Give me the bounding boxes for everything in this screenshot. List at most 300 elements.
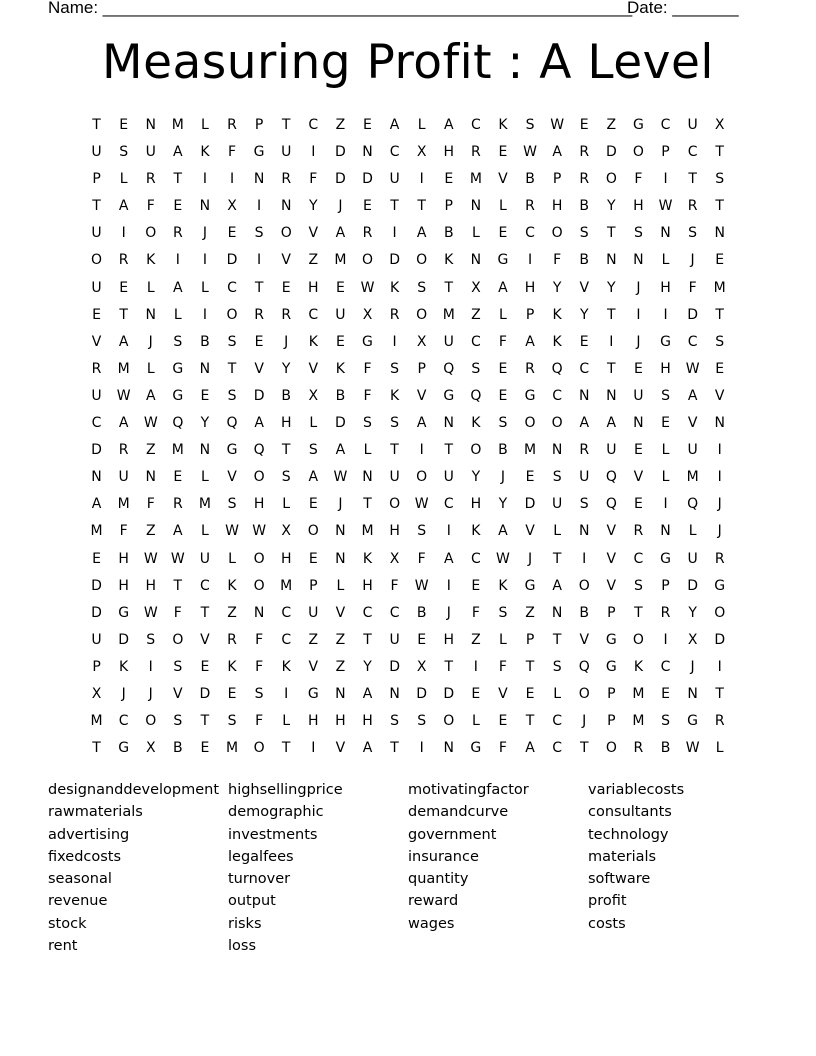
grid-letter: L <box>363 442 372 459</box>
grid-letter: A <box>254 415 264 432</box>
grid-letter: I <box>121 225 126 242</box>
grid-row <box>83 356 733 383</box>
grid-letter: V <box>525 523 535 540</box>
grid-letter: P <box>254 117 264 133</box>
grid-letter: M <box>171 442 184 459</box>
grid-letter: V <box>173 685 183 702</box>
grid-letter: V <box>714 387 725 404</box>
grid-letter: T <box>363 631 372 648</box>
grid-letter: A <box>335 225 346 242</box>
grid-letter: Z <box>145 523 156 540</box>
grid-letter: L <box>553 523 562 540</box>
grid-letter: E <box>471 685 481 702</box>
grid-letter: A <box>118 198 129 215</box>
grid-letter: E <box>715 252 725 269</box>
grid-letter: G <box>524 577 536 594</box>
grid-letter: Y <box>200 415 210 432</box>
grid-letter: I <box>202 171 207 188</box>
grid-letter: N <box>145 117 156 133</box>
grid-letter: S <box>661 713 670 730</box>
grid-letter: T <box>417 198 426 215</box>
grid-letter: R <box>254 306 264 323</box>
grid-letter: M <box>361 523 374 540</box>
grid-letter: N <box>199 198 211 215</box>
grid-letter: G <box>632 117 644 133</box>
grid-letter: U <box>552 496 563 513</box>
grid-letter: W <box>685 360 700 377</box>
grid-letter: P <box>661 144 670 161</box>
grid-letter: O <box>253 469 265 486</box>
grid-letter: A <box>498 523 508 540</box>
grid-letter: T <box>579 740 589 757</box>
grid-letter: A <box>443 117 454 133</box>
grid-letter: U <box>389 631 400 648</box>
grid-letter: Y <box>607 279 616 296</box>
grid-letter: Z <box>335 117 346 133</box>
grid-row <box>83 708 733 735</box>
grid-letter: O <box>145 225 157 242</box>
grid-letter: J <box>500 469 506 486</box>
grid-letter: V <box>335 740 346 757</box>
word-bank <box>48 779 768 957</box>
grid-letter: B <box>660 740 671 757</box>
grid-letter: R <box>227 631 237 648</box>
grid-letter: I <box>663 171 668 188</box>
grid-letter: D <box>687 577 698 594</box>
grid-letter: S <box>308 442 318 459</box>
grid-letter: S <box>227 333 237 350</box>
grid-letter: S <box>119 144 129 161</box>
grid-letter: A <box>335 442 346 459</box>
letter-grid <box>83 112 733 762</box>
grid-letter: S <box>579 496 589 513</box>
grid-letter: H <box>145 577 156 594</box>
grid-letter: G <box>714 577 726 594</box>
grid-letter: H <box>308 713 319 730</box>
grid-letter: M <box>632 713 645 730</box>
grid-letter: K <box>281 658 291 675</box>
grid-letter: P <box>444 198 453 215</box>
word-list-item: risks <box>228 915 262 932</box>
grid-row <box>83 518 733 545</box>
grid-letter: T <box>390 198 399 215</box>
grid-letter: C <box>308 117 319 133</box>
grid-letter: P <box>552 171 562 188</box>
grid-letter: E <box>661 415 670 432</box>
grid-letter: N <box>660 523 671 540</box>
grid-letter: L <box>471 713 480 730</box>
grid-letter: O <box>714 604 726 621</box>
grid-letter: N <box>362 144 373 161</box>
grid-letter: I <box>582 550 587 567</box>
grid-letter: T <box>607 306 616 323</box>
grid-letter: Y <box>471 469 481 486</box>
grid-letter: V <box>687 415 698 432</box>
grid-letter: H <box>660 279 671 296</box>
grid-letter: L <box>201 469 209 486</box>
word-column <box>588 779 768 957</box>
word-list-item: consultants <box>588 804 672 821</box>
word-list-item: motivatingfactor <box>408 782 529 798</box>
grid-letter: H <box>335 713 346 730</box>
word-list-item: demandcurve <box>408 804 509 821</box>
grid-letter: R <box>145 171 156 188</box>
grid-letter: W <box>414 577 429 594</box>
grid-letter: A <box>118 333 129 350</box>
grid-letter: O <box>361 252 373 269</box>
grid-letter: O <box>280 225 292 242</box>
grid-letter: N <box>280 198 292 215</box>
grid-letter: C <box>281 604 292 621</box>
grid-letter: O <box>253 740 265 757</box>
grid-letter: N <box>91 469 102 486</box>
grid-letter: L <box>173 306 182 323</box>
grid-letter: E <box>92 306 101 323</box>
grid-letter: B <box>579 604 590 621</box>
grid-letter: L <box>201 279 209 296</box>
grid-letter: B <box>525 171 535 188</box>
grid-letter: J <box>690 658 695 675</box>
grid-letter: S <box>254 685 264 702</box>
grid-row <box>83 735 733 762</box>
grid-letter: E <box>633 360 643 377</box>
grid-letter: D <box>605 144 617 161</box>
grid-letter: N <box>606 387 617 404</box>
grid-letter: U <box>91 387 102 404</box>
grid-letter: N <box>253 171 265 188</box>
grid-letter: T <box>525 658 535 675</box>
grid-letter: F <box>498 740 507 757</box>
grid-letter: S <box>227 387 237 404</box>
grid-letter: S <box>390 713 400 730</box>
grid-letter: B <box>579 252 590 269</box>
grid-letter: H <box>308 279 319 296</box>
grid-letter: O <box>470 442 482 459</box>
grid-letter: E <box>525 469 535 486</box>
word-list-item: fixedcosts <box>48 848 122 865</box>
grid-letter: S <box>227 496 237 513</box>
grid-letter: N <box>470 198 482 215</box>
grid-letter: K <box>389 279 400 296</box>
grid-letter: F <box>553 252 562 269</box>
grid-letter: Y <box>309 198 318 215</box>
grid-letter: M <box>686 469 699 486</box>
grid-letter: E <box>308 550 318 567</box>
grid-letter: A <box>498 279 508 296</box>
grid-letter: E <box>173 469 183 486</box>
grid-letter: C <box>91 415 102 432</box>
word-list-item: loss <box>228 938 257 955</box>
grid-letter: V <box>308 225 319 242</box>
grid-letter: F <box>255 631 264 648</box>
grid-letter: U <box>91 144 102 161</box>
word-list-item: revenue <box>48 893 108 910</box>
grid-letter: C <box>470 117 481 133</box>
grid-letter: B <box>173 740 183 757</box>
grid-letter: R <box>714 550 725 567</box>
grid-letter: T <box>281 442 291 459</box>
grid-letter: T <box>444 658 454 675</box>
grid-row <box>83 166 733 193</box>
grid-letter: N <box>551 604 563 621</box>
grid-letter: P <box>92 658 101 675</box>
grid-letter: B <box>498 442 508 459</box>
grid-letter: D <box>389 252 400 269</box>
grid-letter: D <box>253 387 265 404</box>
word-list-item: reward <box>408 893 459 910</box>
grid-letter: V <box>498 171 508 188</box>
word-list-item: output <box>228 893 276 910</box>
grid-letter: N <box>389 685 400 702</box>
grid-letter: E <box>119 117 129 133</box>
word-list-item: turnover <box>228 871 291 888</box>
grid-letter: O <box>578 577 590 594</box>
grid-letter: N <box>362 469 373 486</box>
grid-letter: A <box>443 550 454 567</box>
grid-letter: L <box>228 550 236 567</box>
grid-letter: T <box>173 171 183 188</box>
grid-letter: I <box>636 306 641 323</box>
grid-letter: I <box>419 740 424 757</box>
word-list-item: rawmaterials <box>48 804 143 821</box>
grid-letter: C <box>308 306 319 323</box>
grid-row <box>83 383 733 410</box>
grid-letter: K <box>471 415 481 432</box>
grid-letter: G <box>118 740 130 757</box>
grid-letter: M <box>117 496 130 513</box>
grid-letter: P <box>607 685 616 702</box>
grid-letter: Q <box>687 496 699 513</box>
grid-letter: A <box>173 144 183 161</box>
grid-letter: T <box>119 306 128 323</box>
grid-letter: C <box>687 144 698 161</box>
grid-letter: O <box>632 631 644 648</box>
grid-letter: G <box>172 360 184 377</box>
grid-letter: N <box>470 252 482 269</box>
grid-letter: Q <box>226 415 238 432</box>
grid-letter: O <box>578 685 590 702</box>
grid-letter: R <box>687 198 698 215</box>
grid-letter: G <box>470 740 482 757</box>
grid-letter: T <box>173 577 183 594</box>
grid-letter: F <box>498 333 507 350</box>
grid-letter: N <box>551 442 563 459</box>
grid-letter: E <box>471 577 481 594</box>
grid-letter: O <box>389 496 401 513</box>
grid-letter: N <box>714 415 725 432</box>
grid-letter: X <box>389 550 400 567</box>
grid-letter: A <box>525 333 535 350</box>
grid-row <box>83 112 733 139</box>
grid-letter: P <box>661 577 670 594</box>
grid-letter: M <box>225 740 239 757</box>
grid-letter: E <box>525 685 535 702</box>
grid-letter: U <box>118 469 129 486</box>
grid-letter: X <box>145 740 156 757</box>
grid-letter: S <box>715 333 725 350</box>
word-list-item: materials <box>588 848 657 865</box>
grid-letter: C <box>200 577 210 594</box>
grid-letter: V <box>606 577 617 594</box>
grid-letter: J <box>636 279 641 296</box>
grid-letter: V <box>254 360 264 377</box>
grid-letter: K <box>633 658 644 675</box>
grid-letter: O <box>91 252 103 269</box>
grid-letter: N <box>335 523 346 540</box>
grid-letter: S <box>363 415 372 432</box>
grid-letter: F <box>146 198 155 215</box>
grid-letter: U <box>687 442 698 459</box>
grid-letter: L <box>661 469 670 486</box>
grid-letter: L <box>661 252 670 269</box>
grid-letter: O <box>605 740 617 757</box>
grid-letter: A <box>389 117 400 133</box>
grid-letter: E <box>281 279 291 296</box>
grid-letter: O <box>524 415 536 432</box>
grid-letter: Z <box>335 631 346 648</box>
grid-letter: I <box>473 658 478 675</box>
grid-letter: N <box>443 415 454 432</box>
grid-letter: M <box>90 713 103 730</box>
grid-row <box>83 275 733 302</box>
grid-letter: M <box>280 577 293 594</box>
grid-letter: X <box>416 658 427 675</box>
grid-letter: G <box>605 631 617 648</box>
grid-row <box>83 437 733 464</box>
grid-letter: I <box>202 306 207 323</box>
grid-letter: W <box>143 415 158 432</box>
grid-letter: E <box>227 685 237 702</box>
grid-letter: M <box>469 171 482 188</box>
grid-letter: S <box>173 658 183 675</box>
grid-letter: Q <box>470 387 482 404</box>
grid-letter: E <box>200 740 210 757</box>
grid-letter: X <box>308 387 319 404</box>
grid-letter: K <box>552 333 562 350</box>
grid-letter: V <box>335 604 346 621</box>
grid-letter: S <box>281 469 291 486</box>
grid-letter: I <box>311 740 316 757</box>
grid-letter: C <box>525 225 535 242</box>
grid-letter: H <box>443 144 455 161</box>
grid-letter: M <box>198 496 211 513</box>
grid-letter: I <box>717 469 722 486</box>
grid-letter: U <box>91 279 102 296</box>
grid-letter: K <box>498 117 508 133</box>
grid-letter: V <box>200 631 210 648</box>
grid-letter: D <box>91 442 102 459</box>
grid-letter: C <box>633 550 644 567</box>
grid-letter: G <box>307 685 319 702</box>
grid-letter: R <box>281 171 292 188</box>
grid-letter: Y <box>607 198 616 215</box>
grid-row <box>83 139 733 166</box>
grid-letter: X <box>416 144 427 161</box>
grid-letter: C <box>687 333 698 350</box>
grid-letter: Z <box>308 252 319 269</box>
grid-letter: I <box>175 252 180 269</box>
grid-row <box>83 464 733 491</box>
grid-letter: N <box>199 360 211 377</box>
grid-letter: V <box>308 360 319 377</box>
grid-row <box>83 247 733 274</box>
grid-letter: X <box>281 523 291 540</box>
grid-letter: U <box>389 171 400 188</box>
grid-letter: W <box>143 604 158 621</box>
grid-letter: A <box>362 740 373 757</box>
grid-letter: R <box>362 225 373 242</box>
grid-letter: O <box>253 577 265 594</box>
grid-row <box>83 329 733 356</box>
grid-letter: C <box>552 713 563 730</box>
grid-letter: G <box>226 442 238 459</box>
grid-letter: F <box>363 387 372 404</box>
grid-letter: E <box>633 442 643 459</box>
grid-letter: E <box>335 279 345 296</box>
grid-row <box>83 220 733 247</box>
grid-letter: J <box>582 713 587 730</box>
grid-letter: K <box>498 577 508 594</box>
grid-letter: S <box>633 225 643 242</box>
grid-letter: I <box>419 171 424 188</box>
grid-letter: E <box>200 387 210 404</box>
grid-letter: U <box>606 442 617 459</box>
grid-letter: O <box>416 252 428 269</box>
grid-letter: T <box>227 360 237 377</box>
grid-letter: T <box>281 740 291 757</box>
grid-letter: W <box>550 117 565 133</box>
grid-letter: R <box>714 713 725 730</box>
grid-letter: J <box>121 685 126 702</box>
word-list-item: wages <box>408 915 455 932</box>
grid-letter: L <box>282 713 291 730</box>
word-list-item: seasonal <box>48 871 112 888</box>
grid-letter: U <box>308 604 319 621</box>
grid-letter: R <box>633 740 644 757</box>
grid-letter: N <box>443 740 454 757</box>
grid-letter: E <box>363 117 372 133</box>
grid-letter: O <box>443 713 455 730</box>
grid-letter: J <box>690 252 695 269</box>
grid-letter: E <box>119 279 129 296</box>
grid-letter: T <box>607 360 616 377</box>
grid-letter: M <box>117 360 130 377</box>
grid-row <box>83 546 733 573</box>
grid-letter: U <box>389 469 400 486</box>
word-list-item: government <box>408 826 497 843</box>
grid-letter: F <box>417 550 426 567</box>
grid-letter: D <box>335 171 346 188</box>
grid-letter: G <box>362 333 373 350</box>
grid-letter: T <box>607 225 616 242</box>
grid-letter: L <box>119 171 128 188</box>
grid-letter: B <box>579 198 590 215</box>
grid-letter: E <box>579 117 589 133</box>
grid-letter: S <box>173 713 183 730</box>
grid-letter: X <box>714 117 725 133</box>
word-column <box>408 779 588 957</box>
grid-letter: A <box>173 523 183 540</box>
word-list-item: rent <box>48 938 78 955</box>
grid-letter: D <box>199 685 211 702</box>
grid-letter: J <box>148 685 153 702</box>
grid-letter: S <box>498 604 508 621</box>
grid-letter: L <box>282 496 291 513</box>
grid-letter: V <box>633 469 644 486</box>
grid-row <box>83 193 733 220</box>
grid-letter: L <box>715 740 724 757</box>
grid-letter: R <box>525 360 535 377</box>
